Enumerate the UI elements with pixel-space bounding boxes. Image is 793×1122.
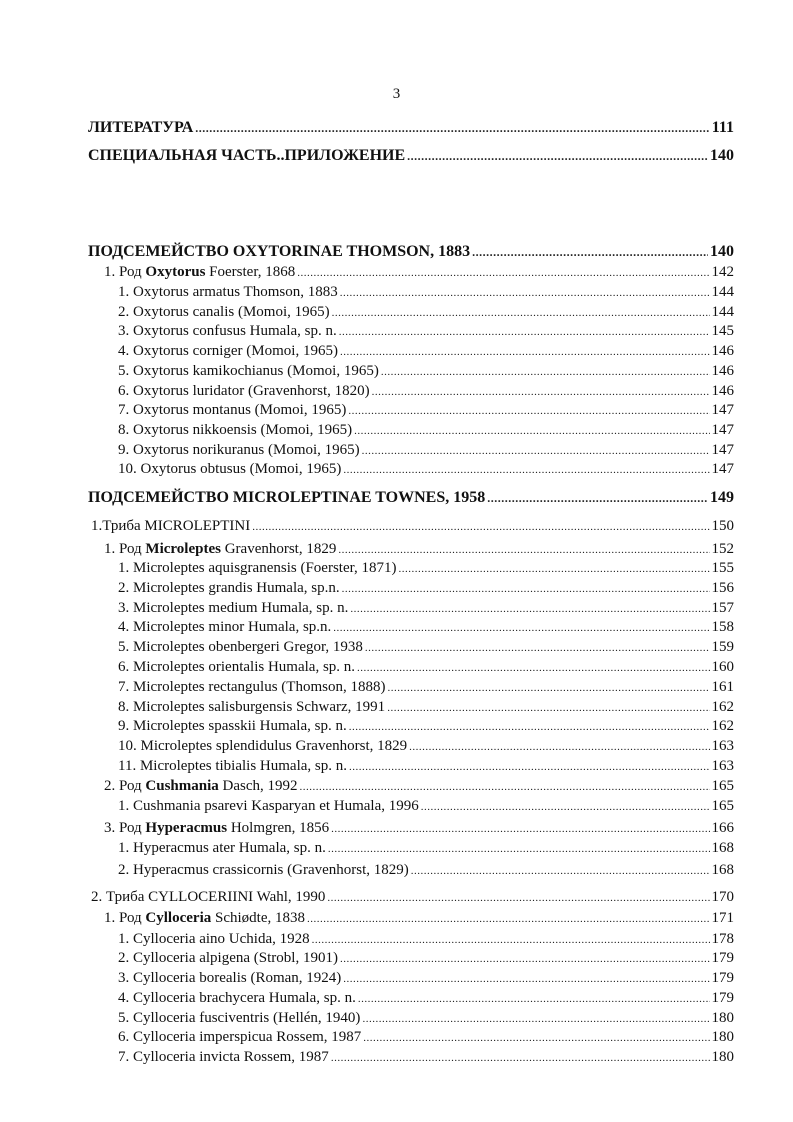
genus-name: Oxytorus (145, 264, 206, 280)
toc-entry[interactable] (88, 777, 734, 797)
toc-entry-title: 1. Cushmania psarevi Kasparyan et Humala, 1996 (118, 798, 419, 814)
genus-name: Hyperacmus (145, 820, 228, 836)
dot-leader (297, 264, 709, 283)
toc-entry[interactable] (88, 638, 734, 658)
toc-entry[interactable] (88, 517, 734, 537)
toc-entry-page: 155 (711, 560, 734, 576)
genus-author: Dasch, 1992 (218, 778, 298, 794)
genus-author: Gravenhorst, 1829 (220, 541, 337, 557)
toc-entry-title: 1. Oxytorus armatus Thomson, 1883 (118, 284, 338, 300)
toc-entry-page: 144 (711, 284, 734, 300)
toc-entry[interactable] (88, 382, 734, 402)
toc-entry-title: 1. Microleptes aquisgranensis (Foerster, 1871) (118, 560, 397, 576)
toc-entry-page: 179 (711, 990, 734, 1006)
toc-entry-page: 147 (711, 402, 734, 418)
toc-entry[interactable] (88, 242, 734, 262)
toc-entry[interactable] (88, 861, 734, 881)
dot-leader (300, 778, 710, 797)
toc-entry[interactable] (88, 263, 734, 283)
toc-entry-title: 11. Microleptes tibialis Humala, sp. n. (118, 758, 347, 774)
toc-entry-page: 146 (711, 383, 734, 399)
genus-name: Microleptes (145, 541, 221, 557)
toc-entry-title: ЛИТЕРАТУРА (88, 119, 194, 136)
toc-entry-title: 3. Oxytorus confusus Humala, sp. n. (118, 323, 337, 339)
toc-entry-page: 146 (711, 343, 734, 359)
toc-entry[interactable] (88, 949, 734, 969)
dot-leader (340, 284, 710, 303)
toc-entry[interactable] (88, 969, 734, 989)
toc-entry-title: 3. Microleptes medium Humala, sp. n. (118, 600, 349, 616)
toc-entry-title (88, 909, 305, 928)
dot-leader (327, 889, 709, 908)
toc-entry[interactable] (88, 118, 734, 138)
dot-leader (312, 931, 710, 950)
toc-entry-page: 170 (711, 889, 734, 905)
toc-entry[interactable] (88, 421, 734, 441)
toc-entry-page: 156 (711, 580, 734, 596)
dot-leader (363, 1029, 709, 1048)
toc-entry-page: 157 (711, 600, 734, 616)
dot-leader (472, 243, 708, 262)
dot-leader (343, 970, 709, 989)
toc-entry-title: 1. Hyperacmus ater Humala, sp. n. (118, 840, 326, 856)
toc-entry[interactable] (88, 460, 734, 480)
toc-entry[interactable] (88, 579, 734, 599)
toc-entry-title: 4. Cylloceria brachycera Humala, sp. n. (118, 990, 356, 1006)
toc-entry-title: 10. Microleptes splendidulus Gravenhorst, 1829 (118, 738, 408, 754)
dot-leader (387, 699, 709, 718)
toc-entry[interactable] (88, 146, 734, 166)
dot-leader (331, 820, 709, 839)
toc-entry[interactable] (88, 322, 734, 342)
toc-entry[interactable] (88, 757, 734, 777)
toc-entry-title (88, 819, 329, 838)
toc-entry[interactable] (88, 989, 734, 1009)
dot-leader (328, 840, 710, 859)
dot-leader (348, 402, 709, 421)
dot-leader (381, 363, 710, 382)
dot-leader (333, 619, 709, 638)
dot-leader (343, 461, 709, 480)
genus-rank-label: 1. Род (104, 264, 146, 280)
toc-entry[interactable] (88, 618, 734, 638)
dot-leader (350, 600, 709, 619)
genus-name: Cylloceria (145, 910, 212, 926)
toc-entry-title: 6. Cylloceria imperspicua Rossem, 1987 (118, 1029, 362, 1045)
toc-entry-title: 1.Триба MICROLEPTINI (91, 518, 251, 534)
toc-entry-page: 147 (711, 442, 734, 458)
dot-leader (372, 383, 710, 402)
toc-entry-page: 165 (711, 778, 734, 794)
genus-author: Holmgren, 1856 (227, 820, 330, 836)
toc-entry[interactable] (88, 839, 734, 859)
toc-entry[interactable] (88, 303, 734, 323)
toc-entry-page: 145 (711, 323, 734, 339)
toc-entry-title: 6. Microleptes orientalis Humala, sp. n. (118, 659, 356, 675)
toc-entry[interactable] (88, 441, 734, 461)
toc-entry-page: 180 (711, 1010, 734, 1026)
toc-entry-title (88, 540, 336, 559)
toc-entry-page: 162 (711, 699, 734, 715)
toc-entry-title: 8. Microleptes salisburgensis Schwarz, 1991 (118, 699, 386, 715)
dot-leader (362, 1010, 709, 1029)
genus-rank-label: 3. Род (104, 820, 146, 836)
toc-entry-page: 166 (711, 820, 734, 836)
toc-entry-title: 9. Oxytorus norikuranus (Momoi, 1965) (118, 442, 360, 458)
toc-entry-page: 179 (711, 970, 734, 986)
dot-leader (365, 639, 710, 658)
dot-leader (332, 304, 710, 323)
toc-entry-page: 163 (711, 738, 734, 754)
toc-entry-title: 4. Oxytorus corniger (Momoi, 1965) (118, 343, 338, 359)
genus-rank-label: 1. Род (104, 541, 146, 557)
toc-entry-title: 5. Oxytorus kamikochianus (Momoi, 1965) (118, 363, 379, 379)
toc-entry-title: 1. Cylloceria aino Uchida, 1928 (118, 931, 310, 947)
toc-entry-title: ПОДСЕМЕЙСТВО OXYTORINAE THOMSON, 1883 (88, 243, 471, 260)
genus-name: Cushmania (145, 778, 219, 794)
dot-leader (349, 718, 710, 737)
toc-entry-page: 165 (711, 798, 734, 814)
dot-leader (409, 738, 709, 757)
dot-leader (349, 758, 710, 777)
toc-entry[interactable] (88, 559, 734, 579)
toc-entry-page: 171 (711, 910, 734, 926)
toc-entry-page: 179 (711, 950, 734, 966)
toc-entry-page: 149 (710, 489, 734, 506)
toc-entry[interactable] (88, 658, 734, 678)
toc-entry-page: 158 (711, 619, 734, 635)
toc-entry-page: 147 (711, 422, 734, 438)
toc-entry[interactable] (88, 599, 734, 619)
toc-entry[interactable] (88, 401, 734, 421)
toc-entry[interactable] (88, 819, 734, 839)
toc-entry-title (88, 777, 298, 796)
toc-entry-title: 2. Hyperacmus crassicornis (Gravenhorst, 1829) (118, 862, 409, 878)
toc-entry-page: 159 (711, 639, 734, 655)
toc-entry-page: 142 (711, 264, 734, 280)
dot-leader (358, 990, 710, 1009)
toc-entry[interactable] (88, 737, 734, 757)
toc-entry-page: 140 (710, 243, 734, 260)
toc-entry[interactable] (88, 283, 734, 303)
toc-entry[interactable] (88, 1028, 734, 1048)
dot-leader (357, 659, 709, 678)
dot-leader (399, 560, 710, 579)
toc-entry[interactable] (88, 930, 734, 950)
toc-entry[interactable] (88, 540, 734, 560)
toc-entry-page: 111 (711, 119, 734, 136)
toc-entry[interactable] (88, 678, 734, 698)
dot-leader (195, 119, 709, 138)
toc-entry-title: 6. Oxytorus luridator (Gravenhorst, 1820) (118, 383, 370, 399)
toc-entry[interactable] (88, 888, 734, 908)
toc-entry-page: 146 (711, 363, 734, 379)
toc-entry-title: 7. Microleptes rectangulus (Thomson, 1888) (118, 679, 386, 695)
toc-entry[interactable] (88, 797, 734, 817)
toc-entry[interactable] (88, 909, 734, 929)
toc-entry-title: 2. Cylloceria alpigena (Strobl, 1901) (118, 950, 338, 966)
toc-entry[interactable] (88, 1009, 734, 1029)
toc-entry-title: 9. Microleptes spasskii Humala, sp. n. (118, 718, 347, 734)
toc-entry[interactable] (88, 488, 734, 508)
toc-entry-page: 144 (711, 304, 734, 320)
dot-leader (331, 1049, 710, 1068)
toc-entry-page: 168 (711, 840, 734, 856)
toc-entry-title (88, 263, 295, 282)
toc-entry-page: 162 (711, 718, 734, 734)
toc-entry-title: 2. Oxytorus canalis (Momoi, 1965) (118, 304, 330, 320)
dot-leader (411, 862, 710, 881)
dot-leader (487, 489, 708, 508)
dot-leader (339, 323, 710, 342)
toc-entry[interactable] (88, 717, 734, 737)
toc-entry[interactable] (88, 698, 734, 718)
dot-leader (252, 518, 709, 537)
toc-entry-title: 7. Oxytorus montanus (Momoi, 1965) (118, 402, 347, 418)
dot-leader (387, 679, 709, 698)
toc-entry-page: 161 (711, 679, 734, 695)
dot-leader (340, 343, 710, 362)
toc-entry[interactable] (88, 342, 734, 362)
genus-rank-label: 1. Род (104, 910, 146, 926)
toc-entry-title: 2. Триба CYLLOCERIINI Wahl, 1990 (91, 889, 326, 905)
toc-entry-page: 178 (711, 931, 734, 947)
toc-entry-page: 168 (711, 862, 734, 878)
toc-entry-page: 180 (711, 1049, 734, 1065)
genus-rank-label: 2. Род (104, 778, 146, 794)
toc-entry[interactable] (88, 1048, 734, 1068)
toc-entry-page: 140 (710, 147, 734, 164)
toc-entry-title: 5. Microleptes obenbergeri Gregor, 1938 (118, 639, 363, 655)
toc-entry-title: 8. Oxytorus nikkoensis (Momoi, 1965) (118, 422, 353, 438)
toc-entry-title: 5. Cylloceria fusciventris (Hellén, 1940) (118, 1010, 361, 1026)
page-number: 3 (392, 86, 401, 102)
toc-entry-page: 152 (711, 541, 734, 557)
dot-leader (342, 580, 710, 599)
toc-entry-title: 4. Microleptes minor Humala, sp.n. (118, 619, 332, 635)
dot-leader (421, 798, 710, 817)
dot-leader (307, 910, 710, 929)
dot-leader (354, 422, 709, 441)
dot-leader (338, 541, 709, 560)
genus-author: Foerster, 1868 (205, 264, 296, 280)
toc-entry-title: 7. Cylloceria invicta Rossem, 1987 (118, 1049, 329, 1065)
dot-leader (362, 442, 710, 461)
toc-entry-page: 150 (711, 518, 734, 534)
dot-leader (407, 147, 708, 166)
genus-author: Schiødte, 1838 (211, 910, 305, 926)
toc-entry-title: ПОДСЕМЕЙСТВО MICROLEPTINAE TOWNES, 1958 (88, 489, 486, 506)
dot-leader (340, 950, 710, 969)
toc-entry-title: 10. Oxytorus obtusus (Momoi, 1965) (118, 461, 342, 477)
toc-entry-page: 160 (711, 659, 734, 675)
toc-entry-page: 147 (711, 461, 734, 477)
toc-entry-title: 3. Cylloceria borealis (Roman, 1924) (118, 970, 342, 986)
toc-entry[interactable] (88, 362, 734, 382)
toc-entry-page: 180 (711, 1029, 734, 1045)
toc-entry-page: 163 (711, 758, 734, 774)
toc-entry-title: 2. Microleptes grandis Humala, sp.n. (118, 580, 340, 596)
toc-entry-title: СПЕЦИАЛЬНАЯ ЧАСТЬ..ПРИЛОЖЕНИЕ (88, 147, 406, 164)
